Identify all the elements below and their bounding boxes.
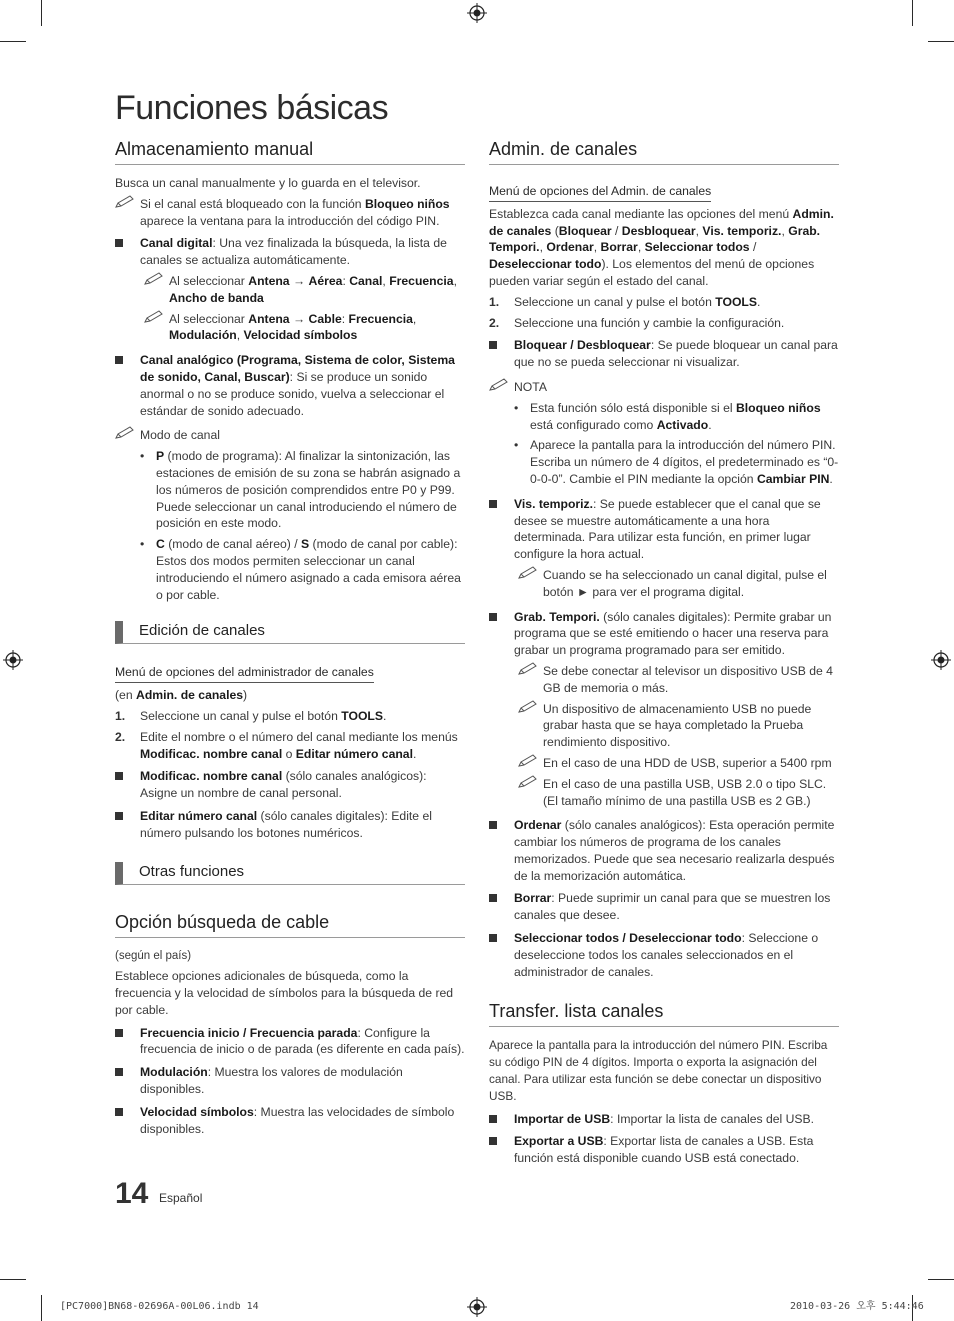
subsection-title-edicion-de-canales: Edición de canales bbox=[115, 621, 465, 644]
section-intro: Establece opciones adicionales de búsqueda, como la frecuencia y la velocidad de símbolos para la búsqueda de red por cable. bbox=[115, 969, 454, 1017]
note: Al seleccionar Antena → Cable: Frecuencia, Modulación, Velocidad símbolos bbox=[144, 311, 465, 345]
registration-mark-icon bbox=[467, 1297, 487, 1317]
crop-mark bbox=[41, 0, 42, 26]
note-pencil-icon bbox=[518, 662, 538, 676]
numbered-step: 1. Seleccione un canal y pulse el botón TOOLS. bbox=[115, 708, 387, 723]
dot-item: • Esta función sólo está disponible si el Bloqueo niños está configurado como Activado. bbox=[514, 400, 839, 434]
bullet-item: Importar de USB: Importar la lista de canales del USB. bbox=[489, 1111, 839, 1128]
menu-options-link: Menú de opciones del administrador de canales bbox=[115, 664, 374, 683]
section-title-almacenamiento-manual: Almacenamiento manual bbox=[115, 138, 465, 165]
note-pencil-icon bbox=[144, 310, 164, 324]
bullet-item: Canal analógico (Programa, Sistema de color, Sistema de sonido, Canal, Buscar): Si se produce un sonido anormal o no se produce sonido, vuelva a seleccionar el estándar de sonido adecuado. bbox=[115, 352, 465, 419]
note: Modo de canal bbox=[115, 427, 465, 444]
bullet-item: Velocidad símbolos: Muestra las velocidades de símbolo disponibles. bbox=[115, 1104, 465, 1138]
numbered-step: 2. Seleccione una función y cambie la configuración. bbox=[489, 315, 785, 330]
note-pencil-icon bbox=[518, 754, 538, 768]
note-pencil-icon bbox=[518, 775, 538, 789]
bullet-item: Ordenar (sólo canales analógicos): Esta operación permite cambiar los números de programa de los canales memorizados. Puede que sea necesario realizarla después de la memorización automática. bbox=[489, 817, 839, 884]
note-pencil-icon bbox=[144, 272, 164, 286]
crop-mark bbox=[0, 41, 26, 42]
country-note: (según el país) bbox=[115, 949, 192, 962]
section-title-opcion-busqueda-de-cable: Opción búsqueda de cable bbox=[115, 911, 465, 938]
bullet-item: Canal digital: Una vez finalizada la búsqueda, la lista de canales se actualiza automáticamente. Al seleccionar Antena → Aérea: Canal, Frecuencia, Ancho de banda Al seleccionar Antena → Cable: Frecuencia, Modulación, Velocidad símbolos bbox=[115, 235, 465, 344]
section-intro: Aparece la pantalla para la introducción del número PIN. Escriba su código PIN de 4 dígitos. Importa o exporta la asignación del canal. Para utilizar esta función se debe conectar un dispositivo USB. bbox=[489, 1038, 828, 1103]
bullet-item: Modificac. nombre canal (sólo canales analógicos): Asigne un nombre de canal personal. bbox=[115, 768, 465, 802]
crop-mark bbox=[0, 1279, 26, 1280]
menu-options-link: Menú de opciones del Admin. de canales bbox=[489, 183, 711, 202]
note: NOTA bbox=[489, 379, 839, 396]
numbered-step: 1. Seleccione un canal y pulse el botón TOOLS. bbox=[489, 294, 761, 309]
registration-mark-icon bbox=[3, 650, 23, 670]
left-column bbox=[115, 138, 465, 1143]
print-date-info: 2010-03-26 오후 5:44:46 bbox=[790, 1301, 924, 1312]
bullet-item: Seleccionar todos / Deseleccionar todo: Seleccione o deseleccione todos los canales seleccionados en el administrador de canales. bbox=[489, 930, 839, 980]
bullet-item: Editar número canal (sólo canales digitales): Edite el número pulsando los botones numéricos. bbox=[115, 808, 465, 842]
bullet-item: Bloquear / Desbloquear: Se puede bloquear un canal para que no se pueda seleccionar ni visualizar. bbox=[489, 337, 839, 371]
section-title-transfer-lista-canales: Transfer. lista canales bbox=[489, 1000, 839, 1027]
note-pencil-icon bbox=[115, 426, 135, 440]
print-file-info: [PC7000]BN68-02696A-00L06.indb 14 bbox=[60, 1301, 259, 1312]
note: En el caso de una HDD de USB, superior a 5400 rpm bbox=[518, 755, 839, 772]
note: Cuando se ha seleccionado un canal digital, pulse el botón ► para ver el programa digital. bbox=[518, 567, 839, 601]
page-title: Funciones básicas bbox=[115, 89, 389, 127]
bullet-item: Modulación: Muestra los valores de modulación disponibles. bbox=[115, 1064, 465, 1098]
page-number: 14 bbox=[115, 1177, 149, 1210]
crop-mark bbox=[928, 41, 954, 42]
note-pencil-icon bbox=[518, 700, 538, 714]
note: Al seleccionar Antena → Aérea: Canal, Frecuencia, Ancho de banda bbox=[144, 273, 465, 307]
note: Un dispositivo de almacenamiento USB no puede grabar hasta que se haya completado la Prueba rendimiento dispositivo. bbox=[518, 701, 839, 751]
context-line: (en Admin. de canales) bbox=[115, 688, 248, 703]
note-pencil-icon bbox=[518, 566, 538, 580]
note: Se debe conectar al televisor un dispositivo USB de 4 GB de memoria o más. bbox=[518, 663, 839, 697]
dot-item: • C (modo de canal aéreo) / S (modo de canal por cable): Estos dos modos permiten seleccionar un canal introduciendo el número asignado a cada emisora aérea o por cable. bbox=[140, 536, 465, 603]
numbered-step: 2. Edite el nombre o el número del canal mediante los menús Modificac. nombre canal o Editar número canal. bbox=[115, 729, 458, 761]
bullet-item: Borrar: Puede suprimir un canal para que se muestren los canales que desee. bbox=[489, 890, 839, 924]
note-pencil-icon bbox=[489, 378, 509, 392]
bullet-item: Exportar a USB: Exportar lista de canales a USB. Esta función está disponible cuando USB está conectado. bbox=[489, 1133, 839, 1167]
note: Si el canal está bloqueado con la función Bloqueo niños aparece la ventana para la introducción del código PIN. bbox=[115, 196, 465, 230]
note-pencil-icon bbox=[115, 195, 135, 209]
section-title-admin-de-canales: Admin. de canales bbox=[489, 138, 839, 165]
registration-mark-icon bbox=[467, 3, 487, 23]
note: En el caso de una pastilla USB, USB 2.0 o tipo SLC. (El tamaño mínimo de una pastilla USB es 2 GB.) bbox=[518, 776, 839, 810]
bullet-item: Vis. temporiz.: Se puede establecer que el canal que se desee se muestre automáticamente a una hora determinada. Para utilizar esta función, en primer lugar configure la hora actual. Cuando se ha seleccionado un canal digital, pulse el botón ► para ver el programa digital. bbox=[489, 496, 839, 601]
registration-mark-icon bbox=[931, 650, 951, 670]
crop-mark bbox=[912, 0, 913, 26]
crop-mark bbox=[41, 1295, 42, 1321]
page-language: Español bbox=[159, 1191, 203, 1205]
crop-mark bbox=[928, 1279, 954, 1280]
dot-item: • P (modo de programa): Al finalizar la sintonización, las estaciones de emisión de su zona se habrán asignado a los números de posición comprendidos entre P0 y P99. Puede seleccionar un canal introduciendo el número de posición en este modo. bbox=[140, 448, 465, 532]
subsection-title-otras-funciones: Otras funciones bbox=[115, 862, 465, 885]
section-intro: Busca un canal manualmente y lo guarda en el televisor. bbox=[115, 176, 421, 190]
section-intro: Establezca cada canal mediante las opciones del menú Admin. de canales (Bloquear / Desbloquear, Vis. temporiz., Grab. Tempori., Ordenar, Borrar, Seleccionar todos / Deseleccionar todo). Los elementos del menú de opciones pueden variar según el estado del canal. bbox=[489, 206, 834, 288]
right-column bbox=[489, 138, 839, 1173]
bullet-item: Grab. Tempori. (sólo canales digitales): Permite grabar un programa que se esté emitiendo o hacer una reserva para grabar un programa programado para ser emitido. Se debe conectar al televisor un dispositivo USB de 4 GB de memoria o más. Un dispositivo de almacenamiento USB no puede grabar hasta que se haya completado la Prueba rendimiento dispositivo. En el caso de una HDD de USB, superior a 5400 rpm En el caso de una pastilla USB, USB 2.0 o tipo SLC. (El tamaño mínimo de una pastilla USB es 2 GB.) bbox=[489, 609, 839, 810]
bullet-item: Frecuencia inicio / Frecuencia parada: Configure la frecuencia de inicio o de parada (es diferente en cada país). bbox=[115, 1025, 465, 1059]
dot-item: • Aparece la pantalla para la introducción del número PIN. Escriba un número de 4 dígitos, el predeterminado es “0-0-0-0”. Cambie el PIN mediante la opción Cambiar PIN. bbox=[514, 437, 839, 487]
